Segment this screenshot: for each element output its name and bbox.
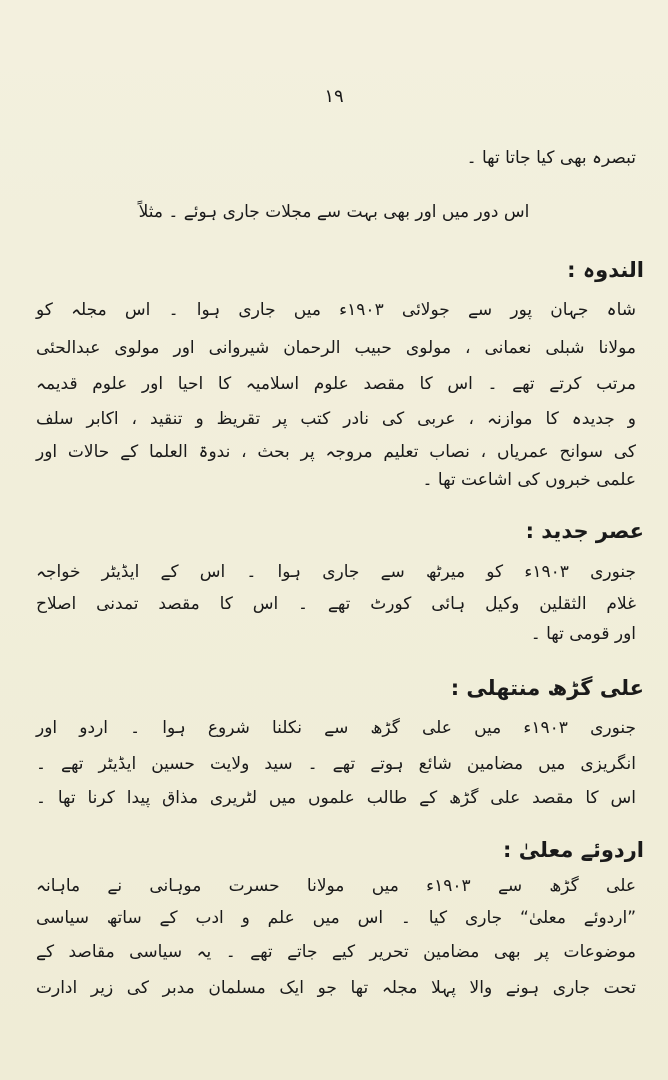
- urdu-e-moalla-line-1: علی گڑھ سے ١٩٠٣ء میں مولانا حسرت موہانی نے ماہانہ: [36, 876, 636, 896]
- section-heading-urdu-e-moalla: اردوئے معلیٰ :: [502, 838, 644, 862]
- nadwa-line-3: مرتب کرتے تھے ۔ اس کا مقصد علوم اسلامیہ کا احیا اور علوم قدیمہ: [36, 374, 636, 394]
- aligarh-line-3: اس کا مقصد علی گڑھ کے طالب علموں میں لٹریری مذاق پیدا کرنا تھا ۔: [36, 788, 636, 808]
- nadwa-line-5: کی سوانح عمریاں ، نصاب تعلیم مروجہ پر بحث ، ندوۃ العلما کے حالات اور: [36, 442, 636, 462]
- page-number: ١٩: [324, 86, 344, 107]
- section-heading-nadwa: الندوہ :: [567, 258, 644, 282]
- section-heading-asr-jadid: عصر جدید :: [525, 519, 644, 543]
- nadwa-line-6: علمی خبروں کی اشاعت تھا ۔: [422, 470, 636, 490]
- section-heading-aligarh: علی گڑھ منتھلی :: [450, 676, 644, 700]
- nadwa-line-1: شاہ جہان پور سے جولائی ١٩٠٣ء میں جاری ہوا ۔ اس مجلہ کو: [36, 300, 636, 320]
- urdu-e-moalla-line-2: ”اردوئے معلیٰ“ جاری کیا ۔ اس میں علم و ادب کے ساتھ سیاسی: [36, 908, 636, 928]
- nadwa-line-4: و جدیدہ کا موازنہ ، عربی کی نادر کتب پر تقریظ و تنقید ، اکابر سلف: [36, 409, 636, 429]
- intro-line: تبصرہ بھی کیا جاتا تھا ۔: [466, 148, 636, 168]
- asr-jadid-line-3: اور قومی تھا ۔: [530, 624, 636, 644]
- asr-jadid-line-1: جنوری ١٩٠٣ء کو میرٹھ سے جاری ہوا ۔ اس کے ایڈیٹر خواجہ: [36, 562, 637, 582]
- aligarh-line-2: انگریزی میں مضامین شائع ہوتے تھے ۔ سید ولایت حسین ایڈیٹر تھے ۔: [36, 754, 636, 774]
- nadwa-line-2: مولانا شبلی نعمانی ، مولوی حبیب الرحمان شیروانی اور مولوی عبدالحئی: [36, 338, 636, 358]
- urdu-e-moalla-line-4: تحت جاری ہونے والا پہلا مجلہ تھا جو ایک مسلمان مدبر کی زیر ادارت: [36, 978, 636, 998]
- aligarh-line-1: جنوری ١٩٠٣ء میں علی گڑھ سے نکلنا شروع ہوا ۔ اردو اور: [36, 718, 636, 738]
- transition-line: اس دور میں اور بھی بہت سے مجلات جاری ہوئے ۔ مثلاً: [138, 202, 530, 222]
- urdu-e-moalla-line-3: موضوعات پر بھی مضامین تحریر کیے جاتے تھے ۔ یہ سیاسی مقاصد کے: [36, 942, 636, 962]
- asr-jadid-line-2: غلام الثقلین وکیل ہائی کورٹ تھے ۔ اس کا مقصد تمدنی اصلاح: [36, 594, 636, 614]
